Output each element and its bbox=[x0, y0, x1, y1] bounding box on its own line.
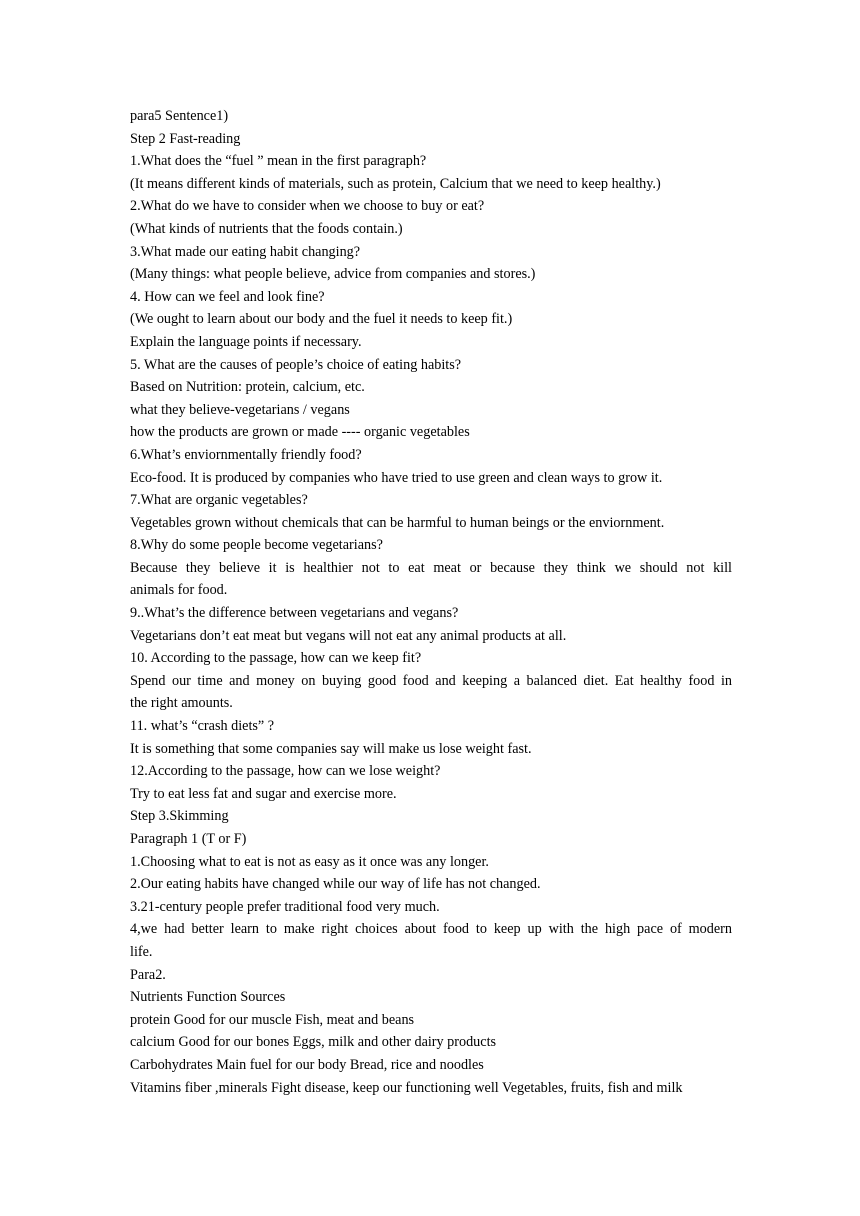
text-line: Vegetables grown without chemicals that can be harmful to human beings or the enviornment. bbox=[130, 514, 665, 531]
text-line: (Many things: what people believe, advice from companies and stores.) bbox=[130, 266, 536, 283]
text-line: Spend our time and money on buying good food and keeping a balanced diet. Eat healthy food in bbox=[130, 672, 732, 689]
text-line: animals for food. bbox=[130, 582, 228, 599]
text-line: para5 Sentence1) bbox=[130, 108, 229, 124]
text-line: (It means different kinds of materials, such as protein, Calcium that we need to keep healthy.) bbox=[130, 175, 661, 192]
text-line: Vitamins fiber ,minerals Fight disease, keep our functioning well Vegetables, fruits, fish and milk bbox=[130, 1079, 683, 1096]
text-line: (We ought to learn about our body and the fuel it needs to keep fit.) bbox=[130, 311, 513, 328]
text-line: 11. what’s “crash diets” ? bbox=[130, 718, 275, 735]
text-line: protein Good for our muscle Fish, meat and beans bbox=[130, 1011, 415, 1028]
text-line: 9..What’s the difference between vegetarians and vegans? bbox=[130, 605, 459, 622]
text-line: what they believe-vegetarians / vegans bbox=[130, 401, 350, 418]
text-line: 7.What are organic vegetables? bbox=[130, 492, 308, 509]
text-line: Step 2 Fast-reading bbox=[130, 130, 241, 147]
text-line: Carbohydrates Main fuel for our body Bread, rice and noodles bbox=[130, 1056, 484, 1073]
text-line: 6.What’s enviornmentally friendly food? bbox=[130, 446, 362, 463]
text-line: 4,we had better learn to make right choices about food to keep up with the high pace of modern bbox=[130, 921, 732, 938]
text-line: 1.Choosing what to eat is not as easy as it once was any longer. bbox=[130, 853, 489, 870]
text-line: Paragraph 1 (T or F) bbox=[130, 831, 247, 847]
text-line: 2.Our eating habits have changed while our way of life has not changed. bbox=[130, 876, 541, 893]
document-page bbox=[130, 105, 732, 1099]
text-line: 2.What do we have to consider when we choose to buy or eat? bbox=[130, 198, 485, 215]
text-line: calcium Good for our bones Eggs, milk and other dairy products bbox=[130, 1034, 497, 1051]
text-line: (What kinds of nutrients that the foods contain.) bbox=[130, 220, 403, 237]
text-line: life. bbox=[130, 943, 153, 960]
text-line: 3.21-century people prefer traditional food very much. bbox=[130, 898, 440, 915]
text-line: Based on Nutrition: protein, calcium, etc. bbox=[130, 379, 365, 396]
text-line: Vegetarians don’t eat meat but vegans will not eat any animal products at all. bbox=[130, 627, 567, 644]
text-line: 1.What does the “fuel ” mean in the first paragraph? bbox=[130, 153, 427, 170]
text-line: 4. How can we feel and look fine? bbox=[130, 288, 325, 305]
text-line: 5. What are the causes of people’s choice of eating habits? bbox=[130, 356, 462, 373]
text-line: the right amounts. bbox=[130, 695, 233, 712]
text-line: Eco-food. It is produced by companies who have tried to use green and clean ways to grow it. bbox=[130, 469, 663, 486]
text-line: how the products are grown or made ---- organic vegetables bbox=[130, 424, 470, 441]
text-line: 10. According to the passage, how can we keep fit? bbox=[130, 650, 422, 667]
text-line: Because they believe it is healthier not to eat meat or because they think we should not kill bbox=[130, 559, 732, 576]
text-line: Para2. bbox=[130, 966, 166, 983]
text-line: Step 3.Skimming bbox=[130, 808, 229, 825]
text-line: Explain the language points if necessary. bbox=[130, 333, 362, 350]
text-line: 12.According to the passage, how can we lose weight? bbox=[130, 763, 441, 780]
text-line: Try to eat less fat and sugar and exercise more. bbox=[130, 785, 397, 802]
text-line: Nutrients Function Sources bbox=[130, 989, 286, 1006]
text-line: 8.Why do some people become vegetarians? bbox=[130, 537, 383, 554]
text-line: It is something that some companies say will make us lose weight fast. bbox=[130, 740, 532, 757]
text-line: 3.What made our eating habit changing? bbox=[130, 243, 361, 260]
